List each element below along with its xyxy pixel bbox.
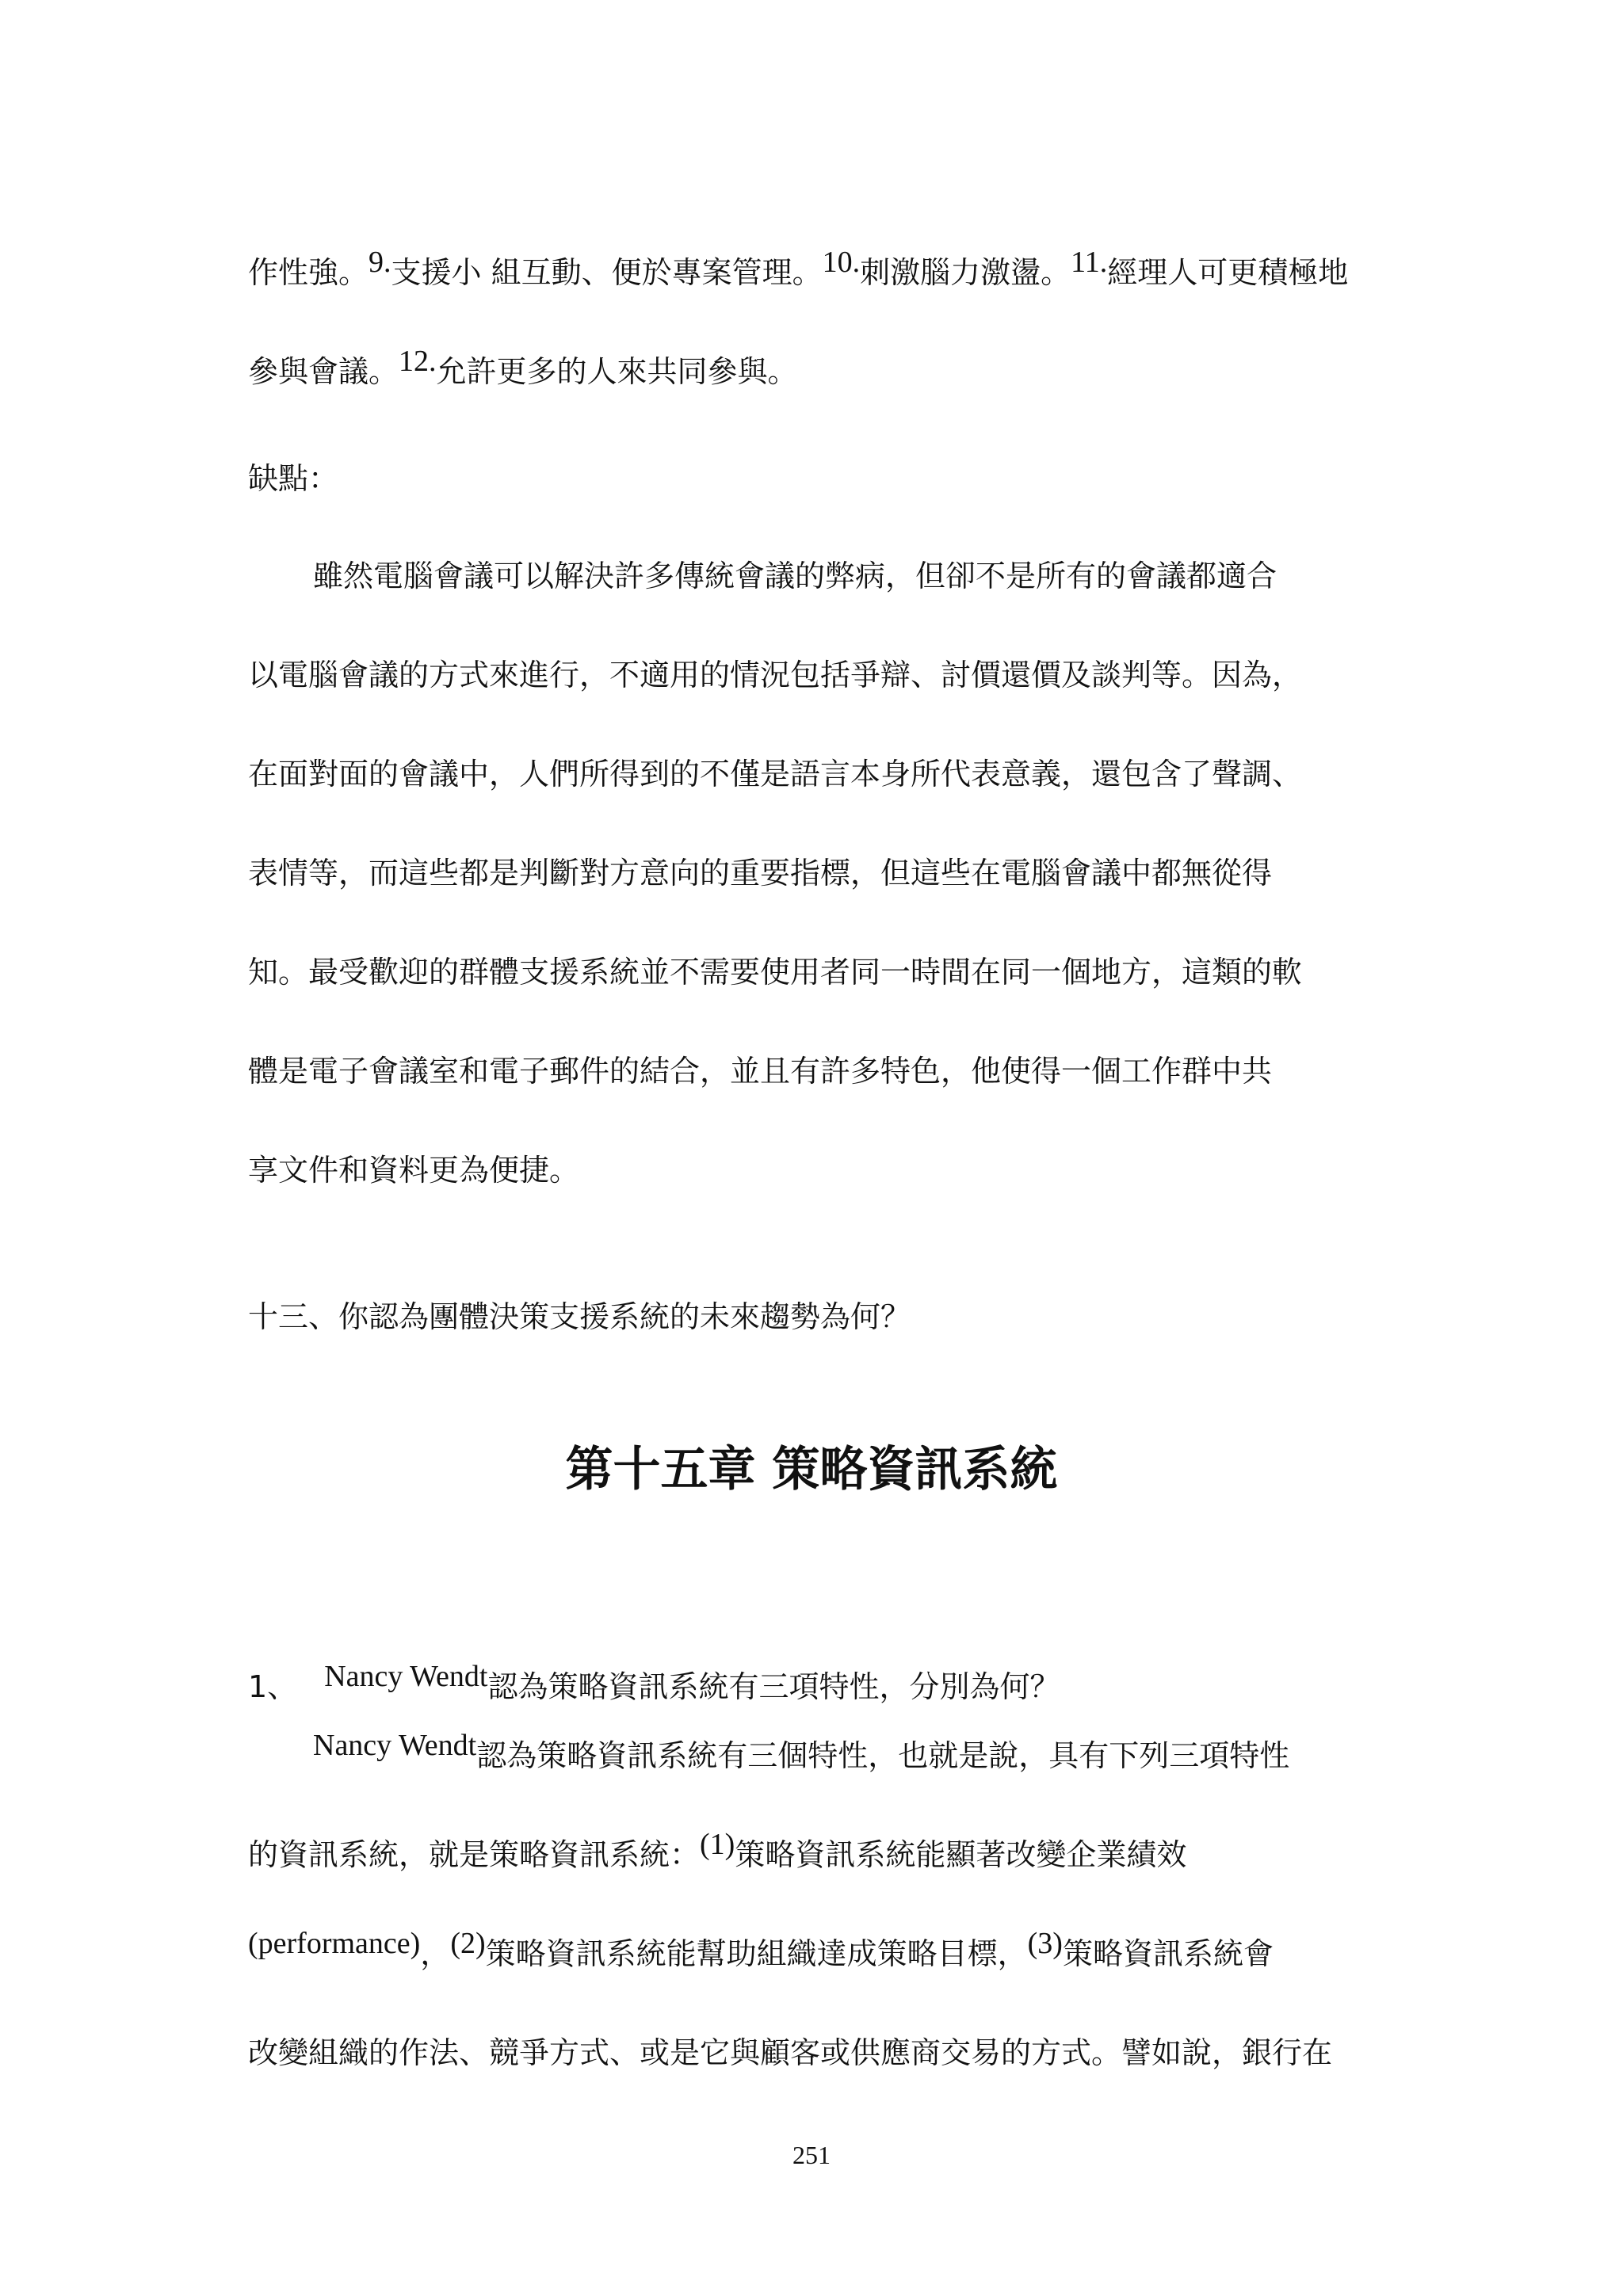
english-term: (performance) bbox=[248, 1927, 421, 1960]
disadvantages-paragraph-line: 以電腦會議的方式來進行，不適用的情況包括爭辯、討價還價及談判等。因為， bbox=[248, 658, 1303, 692]
list-continuation-line-2 bbox=[248, 345, 798, 391]
list-number: 9. bbox=[369, 246, 391, 279]
text-segment: 的資訊系統，就是策略資訊系統： bbox=[248, 1837, 701, 1872]
text-segment: 經理人可更積極地 bbox=[1107, 255, 1349, 290]
text-segment: 策略資訊系統能幫助組織達成策略目標， bbox=[485, 1936, 1028, 1971]
item-number: (3) bbox=[1027, 1927, 1063, 1960]
text-segment: 作性強。 bbox=[248, 255, 369, 290]
text-segment: 策略資訊系統能顯著改變企業績效 bbox=[735, 1837, 1187, 1872]
list-number: 12. bbox=[399, 345, 437, 378]
answer-line-3 bbox=[248, 1927, 1274, 1974]
person-name: Nancy Wendt bbox=[313, 1729, 477, 1762]
item-number: (2) bbox=[450, 1927, 486, 1960]
question-13: 十三、你認為團體決策支援系統的未來趨勢為何？ bbox=[248, 1299, 911, 1334]
chapter-title: 第十五章 策略資訊系統 bbox=[565, 1442, 1058, 1497]
disadvantages-paragraph-line: 表情等，而這些都是判斷對方意向的重要指標，但這些在電腦會議中都無從得 bbox=[248, 856, 1273, 891]
text-segment: 允許更多的人來共同參與。 bbox=[436, 354, 798, 389]
text-segment: 支援小 組互動、便於專案管理。 bbox=[391, 255, 823, 290]
text-segment: 策略資訊系統會 bbox=[1062, 1936, 1274, 1971]
text-segment: ， bbox=[420, 1936, 451, 1971]
list-number: 11. bbox=[1071, 246, 1108, 279]
disadvantages-paragraph-line: 知。最受歡迎的群體支援系統並不需要使用者同一時間在同一個地方，這類的軟 bbox=[248, 955, 1303, 990]
question-1 bbox=[248, 1660, 1060, 1707]
answer-line-4: 改變組織的作法、競爭方式、或是它與顧客或供應商交易的方式。譬如說，銀行在 bbox=[248, 2035, 1333, 2070]
question-number: 1、 bbox=[248, 1669, 298, 1704]
list-number: 10. bbox=[822, 246, 861, 279]
text-segment: 認為策略資訊系統有三個特性，也就是說，具有下列三項特性 bbox=[476, 1738, 1290, 1773]
person-name: Nancy Wendt bbox=[324, 1660, 488, 1693]
disadvantages-paragraph-line: 享文件和資料更為便捷。 bbox=[248, 1153, 580, 1188]
text-segment: 刺激腦力激盪。 bbox=[860, 255, 1071, 290]
disadvantages-paragraph-line: 雖然電腦會議可以解決許多傳統會議的弊病，但卻不是所有的會議都適合 bbox=[313, 559, 1277, 593]
list-continuation-line-1 bbox=[248, 246, 1349, 292]
text-segment: 參與會議。 bbox=[248, 354, 399, 389]
page-number: 251 bbox=[792, 2141, 831, 2169]
disadvantages-label: 缺點： bbox=[248, 461, 339, 496]
answer-line-1 bbox=[313, 1729, 1290, 1775]
disadvantages-paragraph-line: 體是電子會議室和電子郵件的結合，並且有許多特色，他使得一個工作群中共 bbox=[248, 1054, 1273, 1089]
answer-line-2 bbox=[248, 1828, 1187, 1875]
question-text: 認為策略資訊系統有三項特性，分別為何？ bbox=[487, 1669, 1060, 1704]
disadvantages-paragraph-line: 在面對面的會議中，人們所得到的不僅是語言本身所代表意義，還包含了聲調、 bbox=[248, 757, 1303, 791]
item-number: (1) bbox=[700, 1828, 735, 1861]
